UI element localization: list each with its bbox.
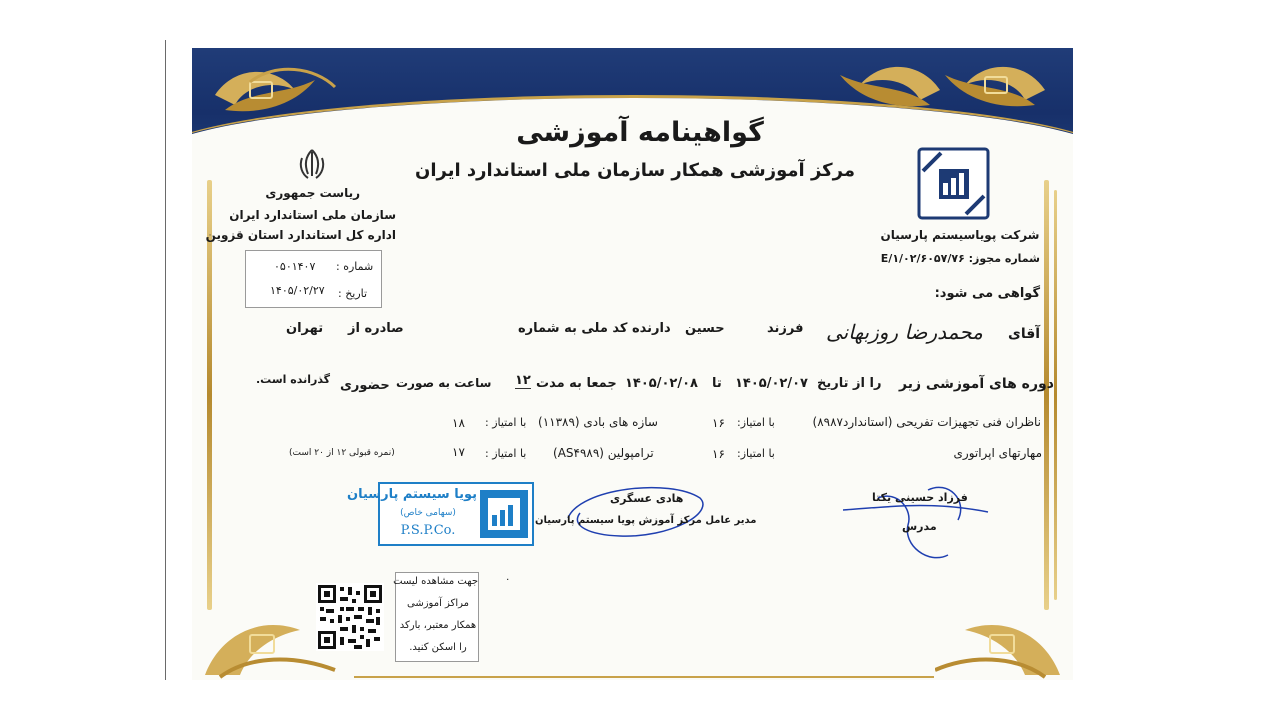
course-mode: حضوری: [340, 378, 390, 393]
person-father: حسین: [685, 321, 725, 336]
company-logo-icon: [917, 147, 990, 220]
issuer-line-1: ریاست جمهوری: [265, 186, 360, 200]
course-3-name: مهارتهای اپراتوری: [953, 446, 1042, 460]
company-name: شرکت پویاسیستم پارسیان: [880, 228, 1040, 242]
course-date-from: ۱۴۰۵/۰۲/۰۷: [735, 376, 808, 391]
certificate-title: گواهینامه آموزشی: [516, 117, 764, 148]
director-signature-icon: [560, 478, 710, 550]
company-license: شماره مجوز: ۱/۰۲/۶۰۵۷/۷۶/E: [880, 252, 1040, 265]
course-4-score-label: با امتیاز :: [485, 447, 527, 460]
issuer-line-3: اداره کل استاندارد استان قزوین: [205, 228, 396, 242]
course-4-score: ۱۷: [452, 445, 465, 459]
qr-note-line-1: جهت مشاهده لیست: [393, 576, 478, 587]
course-1-name: ناظران فنی تجهیزات تفریحی (استاندارد۸۹۸۷): [812, 415, 1041, 429]
person-city: تهران: [286, 321, 324, 336]
director-role: مدیر عامل مرکز آموزش پویا سیستم پارسیان: [535, 515, 757, 526]
ornament-top-right-a-icon: [830, 55, 950, 125]
zero-mark: ۰: [505, 574, 511, 585]
course-intro: دوره های آموزشی زیر: [899, 376, 1054, 392]
qr-note-line-4: را اسکن کنید.: [409, 642, 467, 653]
course-3-score-label: با امتیاز:: [737, 447, 775, 460]
person-name: محمدرضا روزبهانی: [826, 320, 983, 344]
stamp-line-2: (سهامی خاص): [400, 508, 456, 518]
course-to-label: تا: [712, 376, 722, 391]
stamp-line-3: P.S.P.Co.: [400, 523, 456, 538]
ref-date-label: تاریخ :: [338, 287, 368, 300]
person-title: آقای: [1008, 326, 1041, 342]
stamp-logo-icon: [479, 489, 529, 539]
certify-text: گواهی می شود:: [934, 286, 1040, 301]
right-pillar-thin: [1054, 190, 1057, 600]
teacher-name: فرزاد حسینی یکتا: [872, 491, 968, 504]
course-2-name: سازه های بادی (۱۱۳۸۹): [538, 415, 658, 429]
person-issued: صادره از: [348, 321, 404, 336]
course-4-name: ترامپولین (AS۴۹۸۹): [553, 446, 654, 460]
course-date-to: ۱۴۰۵/۰۲/۰۸: [625, 376, 698, 391]
course-from-label: را از تاریخ: [817, 376, 882, 391]
certificate-subtitle: مرکز آموزشی همکار سازمان ملی استاندارد ایران: [415, 160, 855, 181]
director-name: هادی عسگری: [610, 492, 684, 505]
course-total-label: جمعا به مدت: [536, 376, 617, 391]
course-1-score-label: با امتیاز:: [737, 416, 775, 429]
stamp-line-1: پویا سیستم پارسیان: [347, 487, 477, 502]
course-2-score: ۱۸: [452, 416, 465, 430]
issuer-line-2: سازمان ملی استاندارد ایران: [229, 208, 396, 222]
right-pillar: [1044, 180, 1049, 610]
bottom-gold-rule: [354, 676, 934, 678]
left-pillar: [207, 180, 212, 610]
pass-note: (نمره قبولی ۱۲ از ۲۰ است): [289, 448, 395, 458]
teacher-role: مدرس: [902, 520, 937, 533]
ornament-top-right-b-icon: [935, 55, 1055, 125]
course-end: گذرانده است.: [256, 373, 331, 386]
ornament-top-left-b-icon: [220, 52, 340, 122]
qr-note-line-3: همکار معتبر، بارکد: [399, 620, 477, 631]
qr-note-line-2: مراکز آموزشی: [407, 598, 469, 609]
ref-number-value: ۰۵۰۱۴۰۷: [274, 260, 316, 273]
iran-emblem-icon: [296, 148, 328, 182]
ref-date-value: ۱۴۰۵/۰۲/۲۷: [270, 284, 325, 297]
qr-code-icon: [316, 583, 384, 651]
course-3-score: ۱۶: [712, 447, 725, 461]
ref-number-label: شماره :: [336, 260, 374, 273]
course-1-score: ۱۶: [712, 416, 725, 430]
person-child-of: فرزند: [767, 321, 804, 336]
course-2-score-label: با امتیاز :: [485, 416, 527, 429]
course-hours-unit: ساعت به صورت: [396, 376, 492, 390]
course-hours: ۱۲: [515, 373, 531, 388]
person-national-id: دارنده کد ملی به شماره: [518, 321, 671, 336]
ornament-bottom-right-icon: [935, 605, 1065, 680]
